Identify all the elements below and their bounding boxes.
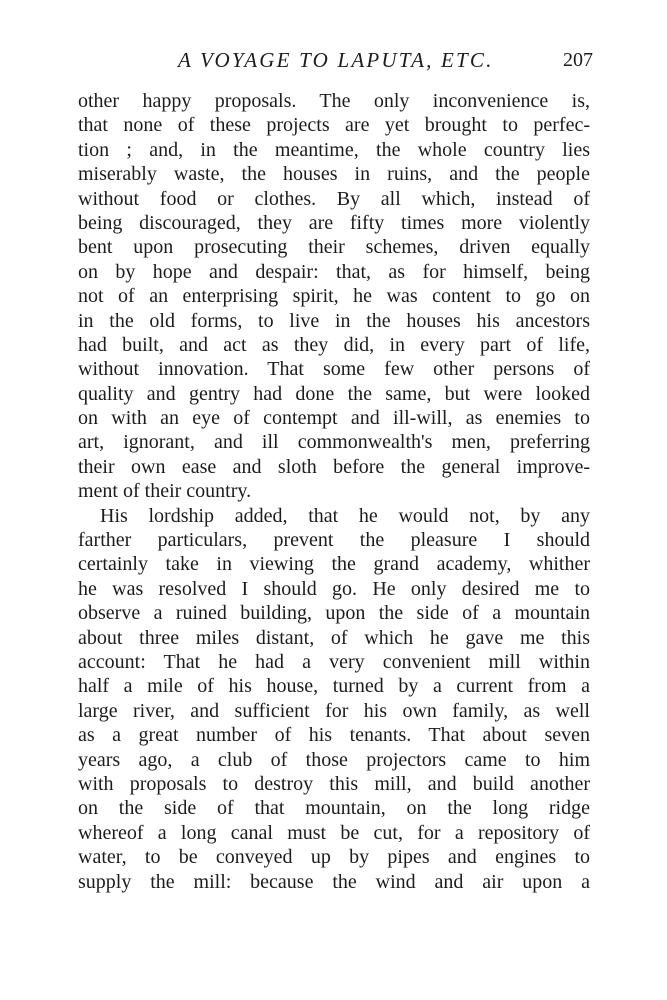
paragraph-1 <box>78 89 590 504</box>
text-line: being discouraged, they are fifty times more violently <box>78 211 590 234</box>
text-line: water, to be conveyed up by pipes and engines to <box>78 846 590 869</box>
text-line: not of an enterprising spirit, he was content to go on <box>78 285 590 308</box>
text-line: half a mile of his house, turned by a current from a <box>78 675 590 698</box>
paragraph-2 <box>78 504 590 894</box>
text-line: about three miles distant, of which he gave me this <box>78 626 590 649</box>
text-line: supply the mill: because the wind and air upon a <box>78 870 590 893</box>
text-line: large river, and sufficient for his own family, as well <box>78 699 590 722</box>
text-line: miserably waste, the houses in ruins, and the people <box>78 163 590 186</box>
text-line: observe a ruined building, upon the side of a mountain <box>78 602 590 625</box>
text-line: on with an eye of contempt and ill-will, as enemies to <box>78 407 590 430</box>
running-title: A VOYAGE TO LAPUTA, ETC. <box>178 48 494 72</box>
text-line: without innovation. That some few other persons of <box>78 358 590 381</box>
text-line: art, ignorant, and ill commonwealth's men, preferring <box>78 431 590 454</box>
text-line: on by hope and despair: that, as for himself, being <box>78 260 590 283</box>
page-number: 207 <box>563 49 593 71</box>
text-line: His lordship added, that he would not, by any <box>100 504 590 527</box>
running-head <box>0 48 667 78</box>
text-line: farther particulars, prevent the pleasure I should <box>78 529 590 552</box>
text-line: on the side of that mountain, on the long ridge <box>78 797 590 820</box>
text-line: their own ease and sloth before the general improve- <box>78 455 590 478</box>
text-line: with proposals to destroy this mill, and build another <box>78 772 590 795</box>
body-text <box>78 89 590 894</box>
text-line: years ago, a club of those projectors came to him <box>78 748 590 771</box>
text-line: tion ; and, in the meantime, the whole country lies <box>78 138 590 161</box>
text-line: certainly take in viewing the grand academy, whither <box>78 553 590 576</box>
text-line: he was resolved I should go. He only desired me to <box>78 577 590 600</box>
text-line: other happy proposals. The only inconvenience is, <box>78 90 590 112</box>
text-line: account: That he had a very convenient mill within <box>78 650 590 673</box>
text-line: without food or clothes. By all which, instead of <box>78 187 590 210</box>
text-line: quality and gentry had done the same, but were looked <box>78 382 590 405</box>
text-line: ment of their country. <box>78 480 252 503</box>
text-line: bent upon prosecuting their schemes, driven equally <box>78 236 590 259</box>
text-line: in the old forms, to live in the houses his ancestors <box>78 309 590 332</box>
text-line: that none of these projects are yet brought to perfec- <box>78 114 590 137</box>
text-line: had built, and act as they did, in every part of life, <box>78 333 590 356</box>
text-line: whereof a long canal must be cut, for a repository of <box>78 821 590 844</box>
text-line: as a great number of his tenants. That about seven <box>78 724 590 747</box>
